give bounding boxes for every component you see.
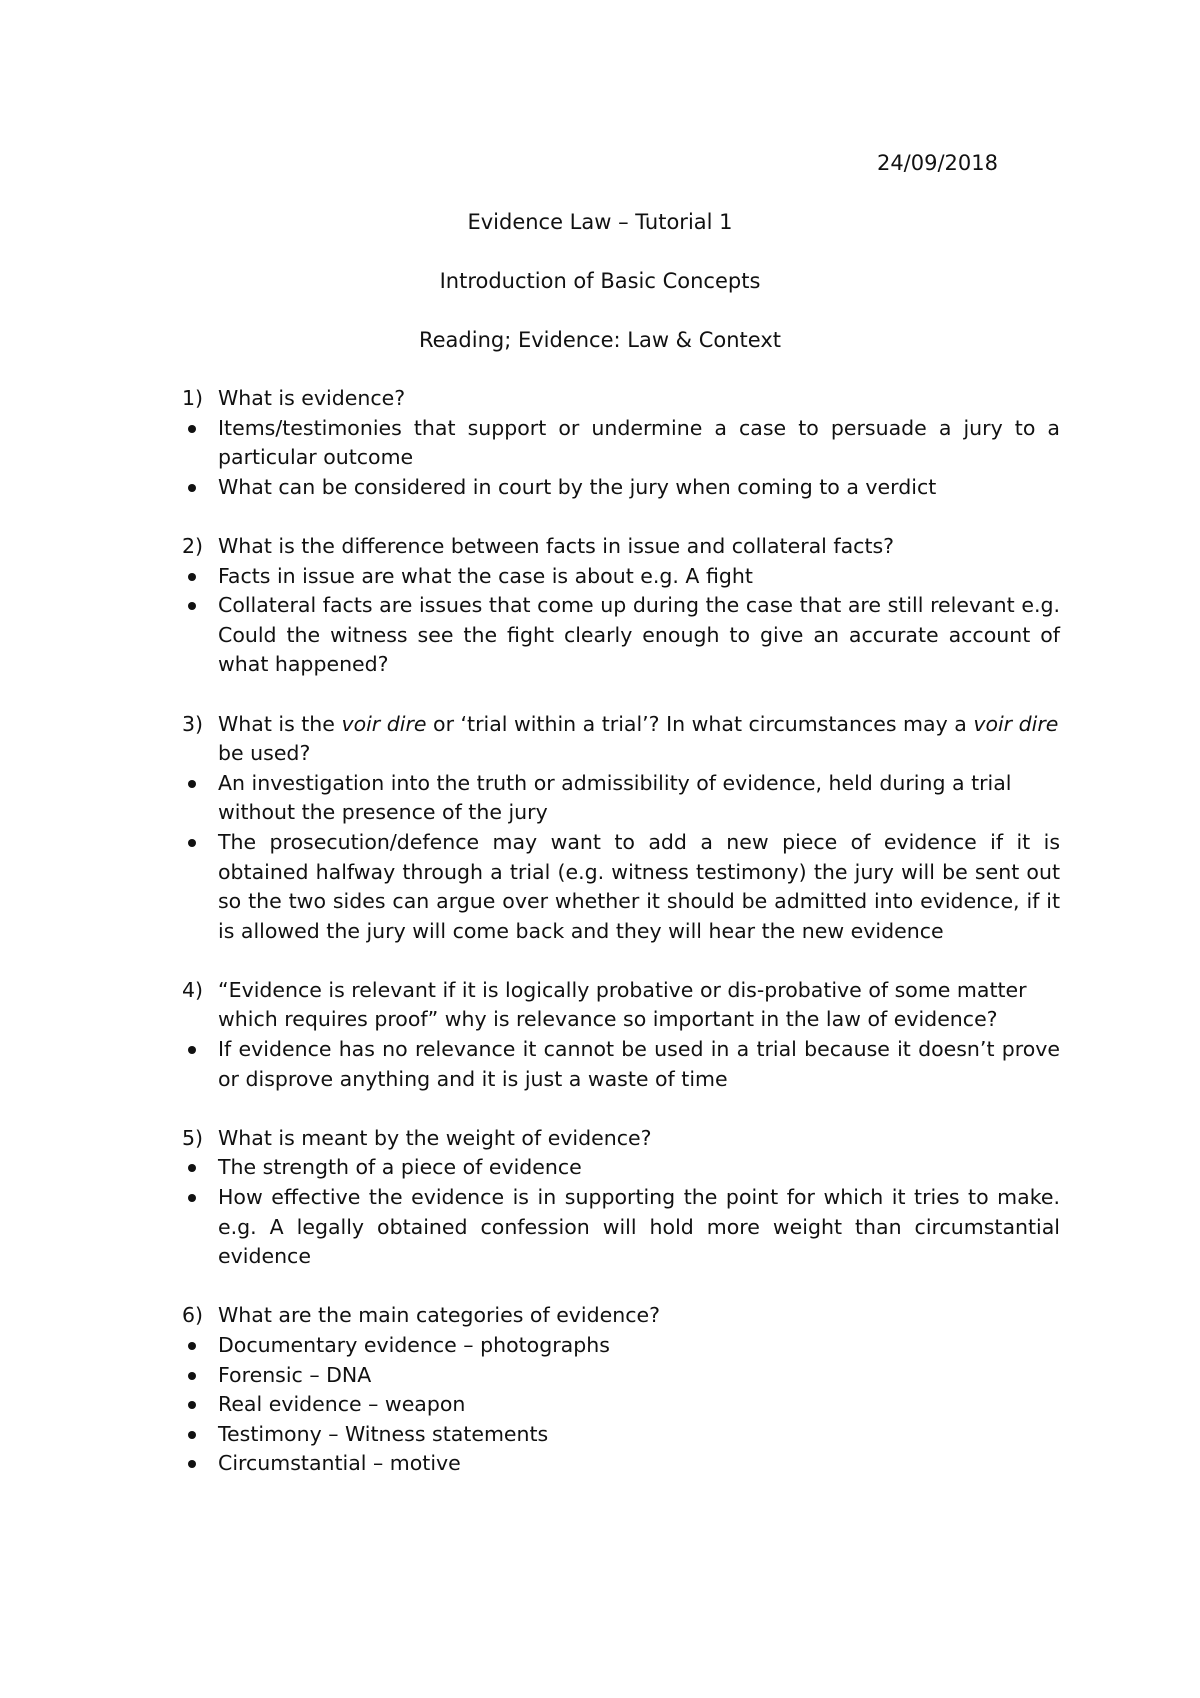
bullet-item: [182, 769, 1060, 828]
bullet-icon: [188, 1342, 196, 1350]
question-text: What is the difference between facts in issue and collateral facts?: [218, 533, 895, 558]
bullet-item: [182, 1361, 1060, 1391]
bullet-icon: [188, 1164, 196, 1172]
bullet-icon: [188, 1194, 196, 1202]
bullet-text: Testimony – Witness statements: [218, 1421, 549, 1446]
bullet-text: Circumstantial – motive: [218, 1451, 461, 1476]
question-text: What is evidence?: [218, 386, 406, 410]
bullet-icon: [188, 1401, 196, 1409]
bullet-text: Items/testimonies that support or undermine a case to persuade a jury to a particular outcome: [218, 415, 1060, 470]
bullet-item: [182, 591, 1060, 680]
question-text: What is the voir dire or ‘trial within a trial’? In what circumstances may a voir dire be used?: [218, 711, 1059, 766]
bullet-item: [182, 1035, 1060, 1094]
bullet-text: How effective the evidence is in supporting the point for which it tries to make. e.g. A legally obtained confession will hold more weight than circumstantial evidence: [218, 1185, 1060, 1269]
question: [182, 384, 1060, 414]
section-2: [182, 532, 1060, 680]
tutorial-body: [182, 384, 1060, 1509]
question-number: 4): [182, 977, 204, 1002]
question-number: 5): [182, 1125, 204, 1150]
question-text: “Evidence is relevant if it is logically probative or dis-probative of some matter which requires proof” why is relevance so important in the law of evidence?: [218, 977, 1027, 1032]
bullet-item: [182, 1183, 1060, 1272]
bullet-text: If evidence has no relevance it cannot be used in a trial because it doesn’t prove or disprove anything and it is just a waste of time: [218, 1037, 1060, 1091]
question: [182, 1124, 1060, 1154]
document-date: 24/09/2018: [876, 151, 998, 175]
section-1: [182, 384, 1060, 502]
question-number: 2): [182, 533, 204, 558]
bullet-item: [182, 473, 1060, 503]
question-text: What is meant by the weight of evidence?: [218, 1125, 652, 1150]
bullet-text: Facts in issue are what the case is about e.g. A fight: [218, 563, 753, 588]
bullet-item: [182, 1390, 1060, 1420]
voir-dire-term: voir dire: [341, 711, 427, 736]
bullet-item: [182, 1331, 1060, 1361]
bullet-icon: [188, 780, 196, 788]
section-6: [182, 1301, 1060, 1479]
bullet-icon: [188, 573, 196, 581]
question-number: 6): [182, 1303, 204, 1328]
bullet-icon: [188, 425, 196, 433]
bullet-text: Documentary evidence – photographs: [218, 1333, 610, 1357]
bullet-text: Real evidence – weapon: [218, 1392, 466, 1417]
document-subtitle: Introduction of Basic Concepts: [439, 269, 761, 293]
bullet-text: What can be considered in court by the jury when coming to a verdict: [218, 474, 937, 499]
bullet-icon: [188, 1460, 196, 1468]
document-title: Evidence Law – Tutorial 1: [467, 210, 733, 234]
bullet-item: [182, 828, 1060, 946]
bullet-text: Collateral facts are issues that come up during the case that are still relevant e.g. Could the witness see the fight clearly enough to give an accurate account of what happened?: [218, 593, 1060, 677]
bullet-text: An investigation into the truth or admissibility of evidence, held during a trial without the presence of the jury: [218, 770, 1012, 825]
section-3: [182, 710, 1060, 947]
question: [182, 710, 1060, 769]
bullet-icon: [188, 1046, 196, 1054]
bullet-item: [182, 1153, 1060, 1183]
bullet-text: Forensic – DNA: [218, 1362, 372, 1387]
bullet-text: The prosecution/defence may want to add a new piece of evidence if it is obtained halfway through a trial (e.g. witness testimony) the jury will be sent out so the two sides can argue over whether it should be admitted into evidence, if it is allowed the jury will come back and they will hear the new evidence: [218, 829, 1060, 943]
section-5: [182, 1124, 1060, 1272]
reading-line: Reading; Evidence: Law & Context: [418, 328, 782, 352]
bullet-item: [182, 1449, 1060, 1479]
bullet-icon: [188, 1431, 196, 1439]
question-text: What are the main categories of evidence?: [218, 1303, 661, 1328]
question: [182, 1301, 1060, 1331]
bullet-icon: [188, 839, 196, 847]
bullet-icon: [188, 1372, 196, 1380]
question: [182, 532, 1060, 562]
bullet-icon: [188, 602, 196, 610]
bullet-item: [182, 562, 1060, 592]
voir-dire-term: voir dire: [973, 711, 1059, 736]
bullet-text: The strength of a piece of evidence: [218, 1155, 582, 1180]
question-number: 3): [182, 711, 204, 736]
bullet-icon: [188, 484, 196, 492]
question-number: 1): [182, 386, 204, 410]
question: [182, 976, 1060, 1035]
bullet-item: [182, 414, 1060, 473]
section-4: [182, 976, 1060, 1094]
bullet-item: [182, 1420, 1060, 1450]
